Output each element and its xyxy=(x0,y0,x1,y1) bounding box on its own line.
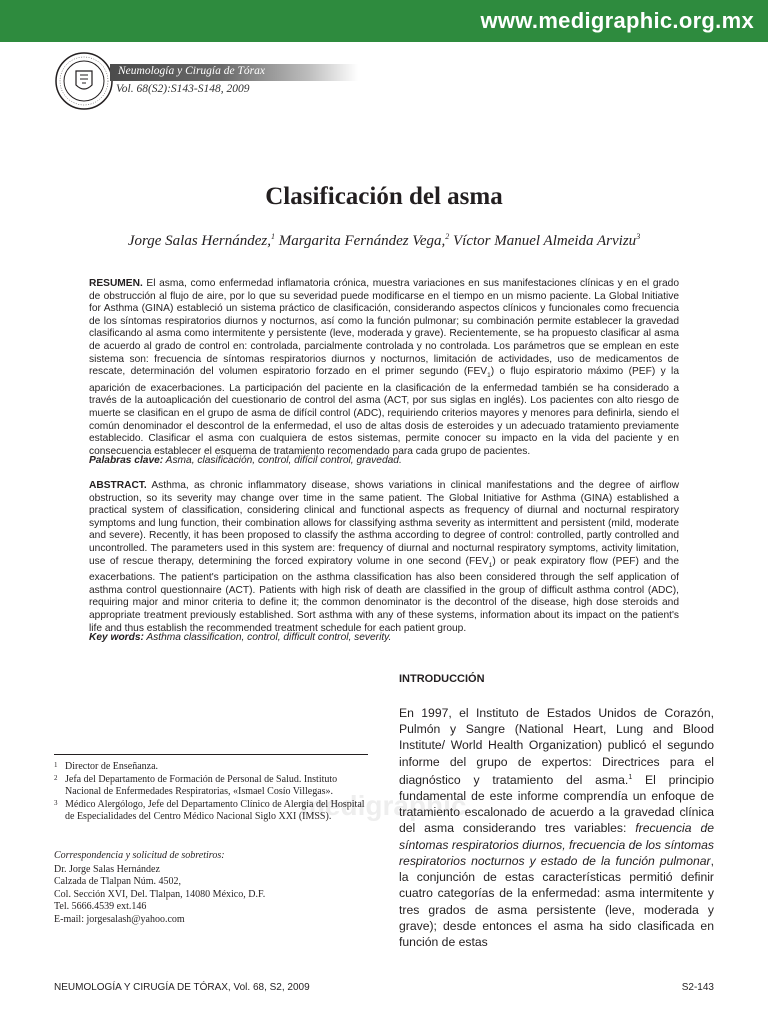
introduccion-paragraph xyxy=(399,705,714,950)
key-words-values: Asthma classification, control, difficult control, severity. xyxy=(143,632,392,643)
key-words-label: Key words: xyxy=(89,632,144,643)
journal-name-band xyxy=(110,64,358,81)
correspondence-email[interactable]: E-mail: jorgesalash@yahoo.com xyxy=(54,913,185,925)
article-title: Clasificación del asma xyxy=(265,183,503,210)
palabras-clave-label: Palabras clave: xyxy=(89,455,164,466)
footnote-item xyxy=(54,799,374,824)
resumen-lead: RESUMEN. xyxy=(89,278,143,289)
website-link[interactable]: www.medigraphic.org.mx xyxy=(480,8,754,33)
author-ref: 3 xyxy=(636,232,641,241)
author-ref: 2 xyxy=(445,232,450,241)
section-heading-introduccion: INTRODUCCIÓN xyxy=(399,673,485,685)
footnote-text: Médico Alergólogo, Jefe del Departamento Clínico de Alergia del Hospital de Especialidades del Centro Médico Nacional Siglo XXI (IMSS). xyxy=(65,798,365,822)
watermark: medigraphic xyxy=(300,790,467,821)
author-name: Jorge Salas Hernández, xyxy=(127,233,271,249)
author-list xyxy=(0,232,768,250)
volume-info: Vol. 68(S2):S143-S148, 2009 xyxy=(116,83,250,95)
palabras-clave-values: Asma, clasificación, control, difícil control, gravedad. xyxy=(163,455,402,466)
footnote-item xyxy=(54,774,374,799)
abstract-text-continued: ) or peak expiratory flow (PEF) and the exacerbations. The patient's participation on the asthma classification has also been considered through the self application of asthma control questionnaire (ACT). Patients with high risk of death are classified in the group of difficult asthma control (ADC), requiring major and minor criteria to define it; the common denominator is the decontrol of the disease, high dose steroids and appropriate treatment previously established. Sort asthma with any of these systems, information about its impact on the patient's life and thus establish the recommended treatment schedule for each patient group. xyxy=(89,555,680,634)
intro-text: En 1997, el Instituto de Estados Unidos de Corazón, Pulmón y Sangre (National Heart, Lung and Blood Institute/ World Health Organization) publicó el segundo informe del grupo de expertos: Directrices para el diagnóstico y tratamiento del asma. xyxy=(399,706,714,787)
footnote-text: Jefa del Departamento de Formación de Personal de Salud. Instituto Nacional de Enfermedades Respiratorias, «Ismael Cosío Villegas». xyxy=(65,773,338,797)
author-footnotes xyxy=(54,761,374,824)
palabras-clave xyxy=(89,455,679,468)
correspondence-title: Correspondencia y solicitud de sobretiros: xyxy=(54,850,225,861)
site-header-bar xyxy=(0,0,768,42)
correspondence-block xyxy=(54,850,374,926)
correspondence-line: Calzada de Tlalpan Núm. 4502, xyxy=(54,876,182,887)
footnote-divider xyxy=(54,754,368,755)
footer-journal-citation: NEUMOLOGÍA Y CIRUGÍA DE TÓRAX, Vol. 68, S2, 2009 xyxy=(54,982,310,993)
resumen-subscript: 1 xyxy=(487,372,491,380)
footnote-number: 1 xyxy=(54,761,58,769)
footnote-number: 3 xyxy=(54,798,58,807)
correspondence-line: Col. Sección XVI, Del. Tlalpan, 14080 México, D.F. xyxy=(54,888,266,900)
key-words xyxy=(89,632,679,645)
abstract-paragraph xyxy=(89,480,679,635)
footnote-text: Director de Enseñanza. xyxy=(65,761,159,772)
resumen-text-continued: ) o flujo espiratorio máximo (PEF) y la aparición de exacerbaciones. La participación del paciente en la clasificación de la enfermedad también se ha considerado a través de la autoaplicación del cuestionario de control del asma (ACT, por sus siglas en inglés). Los pacientes con alto riesgo de muerte se clasifican en el grupo de asma de difícil control (ADC), requiriendo criterios mayores y menores para definirla, siendo el común denominador el descontrol de la enfermedad, el uso de altas dosis de esteroides y un adecuado tratamiento previamente establecido. Clasificar el asma con cualquiera de estos sistemas, permite conocer su impacto en la vida del paciente y en consecuencia establecer el esquema de tratamiento recomendado para cada grupo de pacientes. xyxy=(89,366,679,457)
author-ref: 1 xyxy=(271,232,275,241)
citation-ref: 1 xyxy=(628,773,633,781)
footnote-item xyxy=(54,761,374,774)
journal-seal-logo xyxy=(54,51,114,111)
intro-text-continued: El principio fundamental de este informe comprendía un enfoque de tratamiento escalonado de acuerdo a la gravedad clínica del asma considerando tres variables: xyxy=(399,772,715,836)
footnote-number: 2 xyxy=(54,773,58,782)
page-number: S2-143 xyxy=(681,982,714,993)
resumen-paragraph xyxy=(89,278,679,458)
author-name: Margarita Fernández Vega, xyxy=(275,233,446,249)
intro-italic-variables: frecuencia de síntomas respiratorios diurnos, frecuencia de los síntomas respiratorios nocturnos y estado de la función pulmonar xyxy=(399,821,714,868)
resumen-text: El asma, como enfermedad inflamatoria crónica, muestra variaciones en sus manifestaciones clínicas y en el grado de obstrucción al flujo de aire, por lo que su severidad puede modificarse en el tiempo en un mismo paciente. La Global Initiative for Asthma (GINA) estableció un sistema práctico de clasificación, considerando aspectos clínicos y funcionales como frecuencia de los síntomas respiratorios diurnos y nocturnos, así como la función pulmonar; su combinación permite establecer la gravedad clasificando al asma como intermitente y persistente (leve, moderada y grave). Recientemente, se ha propuesto clasificar al asma de acuerdo al grado de control en: controlada, parcialmente controlada y no controlada. Los parámetros que se emplean en este sistema son: frecuencia de síntomas respiratorios diurnos y nocturnos, limitación de actividades, uso de medicamentos de rescate, determinación del volumen espiratorio forzado en el primer segundo (FEV xyxy=(89,278,679,378)
abstract-lead: ABSTRACT. xyxy=(89,480,147,491)
intro-text-end: , la conjunción de estas características permitió definir cuatro categorías de la enfermedad: asma intermitente y tres grados de asma persistente (leve, moderada y grave); desde entonces el asma ha sido clasificada en función de estas xyxy=(399,853,714,949)
abstract-text: Asthma, as chronic inflammatory disease, shows variations in clinical manifestations and the degree of airflow obstruction, so its severity may change over time in the same patient. The Global Initiative for Asthma (GINA) established a practical system of classification, considering clinical and functional aspects as frequency of diurnal and nocturnal respiratory symptoms and lung function, their combination allows for classifying asthma severity as intermittent and persistent (mild, moderate and severe). Recently, it has been proposed to classify the asthma according to degree of control: controlled, partly controlled and uncontrolled. The parameters used in this system are: frequency of diurnal and nocturnal respiratory symptoms, activity limitation, use of rescue therapy, determining the forced expiratory volume in one second (FEV xyxy=(89,480,679,567)
correspondence-line: Tel. 5666.4539 ext.146 xyxy=(54,901,147,912)
correspondence-line: Dr. Jorge Salas Hernández xyxy=(54,863,160,875)
journal-name: Neumología y Cirugía de Tórax xyxy=(118,65,265,77)
author-name: Víctor Manuel Almeida Arvizu xyxy=(449,233,637,249)
abstract-subscript: 1 xyxy=(488,561,493,569)
